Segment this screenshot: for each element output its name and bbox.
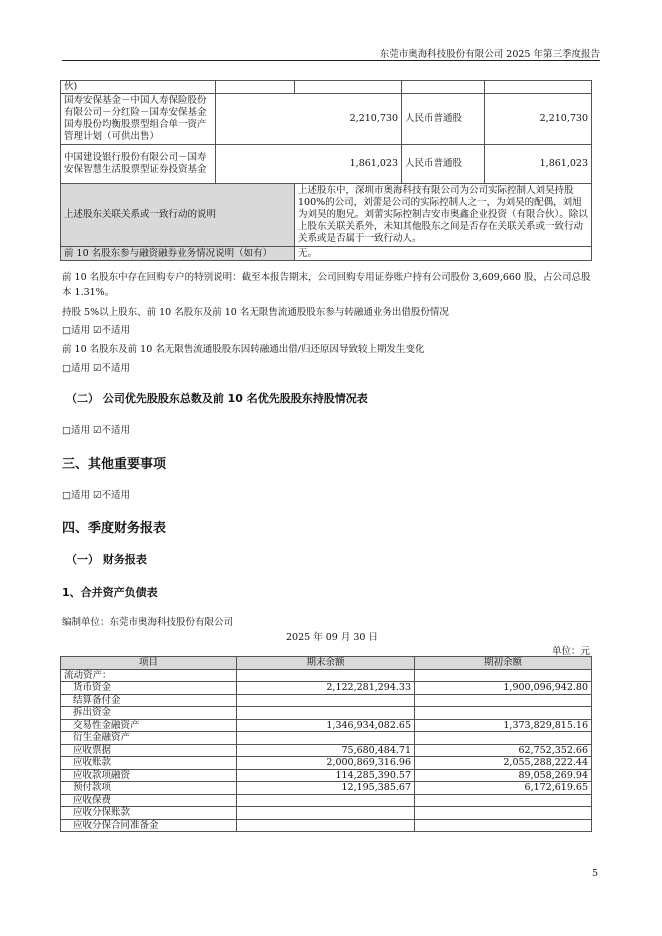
row-item: 应收账款	[61, 757, 237, 770]
shareholder-name: 中国建设银行股份有限公司－国寿安保智慧生活股票型证券投资基金	[61, 145, 216, 184]
section-heading: （二） 公司优先股股东总数及前 10 名优先股股东持股情况表	[66, 392, 368, 405]
share-type: 人民币普通股	[402, 94, 485, 145]
end-balance	[237, 732, 415, 745]
applicable-checkbox[interactable]: □适用 ☑不适用	[62, 325, 131, 336]
row-item: 结算备付金	[61, 694, 237, 707]
header-title: 东莞市奥海科技股份有限公司 2025 年第三季度报告	[379, 49, 600, 60]
row-item: 预付款项	[61, 782, 237, 795]
table-row	[61, 744, 592, 757]
unit-label: 单位：元	[551, 646, 590, 657]
end-balance: 75,680,484.71	[237, 744, 415, 757]
row-item: 应收保费	[61, 794, 237, 807]
row-item: 应收票据	[61, 744, 237, 757]
applicable-checkbox[interactable]: □适用 ☑不适用	[62, 363, 131, 374]
table-row	[61, 184, 592, 247]
end-balance: 2,122,281,294.33	[237, 682, 415, 695]
end-balance: 12,195,385.67	[237, 782, 415, 795]
margin-label: 前 10 名股东参与融资融券业务情况说明（如有）	[61, 247, 295, 261]
begin-balance: 1,900,096,942.80	[415, 682, 592, 695]
table-row	[61, 782, 592, 795]
table-row	[61, 732, 592, 745]
relation-text: 上述股东中，深圳市奥海科技有限公司为公司实际控制人刘昊持股100%的公司，刘蕾是公司的实际控制人之一，为刘昊的配偶，刘旭为刘昊的胞兄。刘蕾实际控制吉安市奥鑫企业投资（有限合伙）。除以上股东关联关系外，未知其他股东之间是否存在关联关系或一致行动关系或是否属于一致行动人。	[295, 184, 592, 247]
row-item: 应收分保账款	[61, 807, 237, 820]
column-header: 项目	[61, 657, 237, 670]
begin-balance: 89,058,269.94	[415, 769, 592, 782]
table-row	[61, 94, 592, 145]
table-row	[61, 707, 592, 720]
applicable-checkbox[interactable]: □适用 ☑不适用	[62, 490, 131, 501]
table-cell: 伙)	[61, 81, 216, 94]
table-row	[61, 807, 592, 820]
row-item: 应收款项融资	[61, 769, 237, 782]
column-header: 期末余额	[237, 657, 415, 670]
row-item: 应收分保合同准备金	[61, 819, 237, 832]
begin-balance: 1,373,829,815.16	[415, 719, 592, 732]
margin-value: 无。	[295, 247, 592, 261]
end-balance: 114,285,390.57	[237, 769, 415, 782]
begin-balance: 62,752,352.66	[415, 744, 592, 757]
lending-change-note: 前 10 名股东及前 10 名无限售流通股股东因转融通出借/归还原因导致较上期发生变化	[62, 344, 425, 355]
end-balance	[237, 669, 415, 682]
begin-balance	[415, 669, 592, 682]
table-row	[61, 757, 592, 770]
section-heading: （一） 财务报表	[66, 553, 147, 566]
shares-held: 2,210,730	[216, 94, 402, 145]
table-row	[61, 719, 592, 732]
row-item: 流动资产：	[61, 669, 237, 682]
row-item: 衍生金融资产	[61, 732, 237, 745]
end-balance	[237, 794, 415, 807]
table-row	[61, 669, 592, 682]
end-balance	[237, 707, 415, 720]
share-type: 人民币普通股	[402, 145, 485, 184]
begin-balance	[415, 694, 592, 707]
begin-balance	[415, 707, 592, 720]
page-number: 5	[591, 868, 598, 879]
begin-balance	[415, 732, 592, 745]
share-quantity: 2,210,730	[485, 94, 592, 145]
share-quantity: 1,861,023	[485, 145, 592, 184]
table-row	[61, 145, 592, 184]
section-heading: 四、季度财务报表	[62, 521, 167, 536]
table-row	[61, 247, 592, 261]
begin-balance	[415, 807, 592, 820]
begin-balance: 6,172,619.65	[415, 782, 592, 795]
end-balance: 1,346,934,082.65	[237, 719, 415, 732]
table-row	[61, 682, 592, 695]
row-item: 交易性金融资产	[61, 719, 237, 732]
end-balance	[237, 819, 415, 832]
section-heading: 三、其他重要事项	[62, 457, 167, 472]
end-balance: 2,000,869,316.96	[237, 757, 415, 770]
relation-label: 上述股东关联关系或一致行动的说明	[61, 184, 295, 247]
page-header	[62, 46, 600, 61]
table-row	[61, 769, 592, 782]
row-item: 货币资金	[61, 682, 237, 695]
shares-held: 1,861,023	[216, 145, 402, 184]
balance-sheet-table	[60, 656, 592, 832]
end-balance	[237, 694, 415, 707]
column-header: 期初余额	[415, 657, 592, 670]
report-date: 2025 年 09 月 30 日	[286, 632, 378, 643]
table-row	[61, 794, 592, 807]
section-heading: 1、合并资产负债表	[62, 586, 158, 599]
table-row	[61, 694, 592, 707]
applicable-checkbox[interactable]: □适用 ☑不适用	[62, 425, 131, 436]
begin-balance	[415, 794, 592, 807]
table-row	[61, 819, 592, 832]
compiler-label: 编制单位：东莞市奥海科技股份有限公司	[62, 617, 234, 628]
row-item: 拆出资金	[61, 707, 237, 720]
begin-balance: 2,055,288,222.44	[415, 757, 592, 770]
repurchase-note: 前 10 名股东中存在回购专户的特别说明：截至本报告期末，公司回购专用证券账户持有公司股份 3,609,660 股，占公司总股本 1.31%。	[62, 272, 591, 298]
shareholders-table	[60, 80, 592, 261]
begin-balance	[415, 819, 592, 832]
shareholder-name: 国寿安保基金－中国人寿保险股份有限公司－分红险－国寿安保基金国寿股份均衡股票型组合单一资产管理计划（可供出售）	[61, 94, 216, 145]
lending-note: 持股 5%以上股东、前 10 名股东及前 10 名无限售流通股股东参与转融通业务出借股份情况	[62, 307, 449, 318]
end-balance	[237, 807, 415, 820]
